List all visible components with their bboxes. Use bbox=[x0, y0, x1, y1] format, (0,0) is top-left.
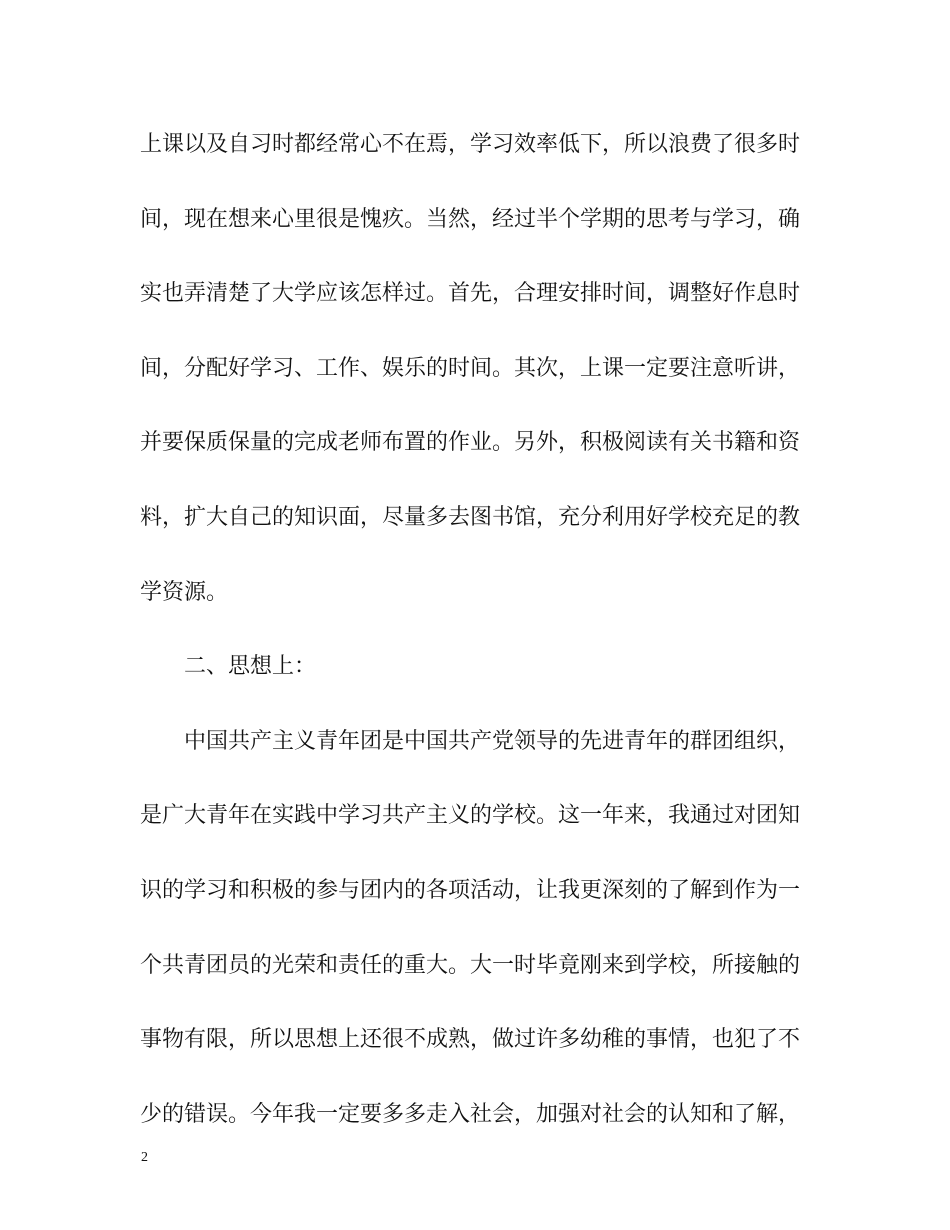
page-number: 2 bbox=[141, 1150, 148, 1165]
text-line: 中国共产主义青年团是中国共产党领导的先进青年的群团组织， bbox=[184, 728, 801, 754]
text-line: 少的错误。今年我一定要多多走入社会，加强对社会的认知和了解， bbox=[140, 1101, 801, 1127]
text-line: 识的学习和积极的参与团内的各项活动，让我更深刻的了解到作为一 bbox=[140, 877, 801, 903]
section-heading: 二、思想上： bbox=[184, 654, 317, 680]
text-line: 料，扩大自己的知识面，尽量多去图书馆，充分利用好学校充足的教 bbox=[140, 504, 801, 530]
text-line: 上课以及自习时都经常心不在焉，学习效率低下，所以浪费了很多时 bbox=[140, 132, 801, 157]
text-line: 个共青团员的光荣和责任的重大。大一时毕竟刚来到学校，所接触的 bbox=[140, 952, 801, 978]
text-line: 并要保质保量的完成老师布置的作业。另外，积极阅读有关书籍和资 bbox=[140, 430, 801, 456]
text-line: 间，分配好学习、工作、娱乐的时间。其次，上课一定要注意听讲， bbox=[140, 355, 801, 381]
text-line: 是广大青年在实践中学习共产主义的学校。这一年来，我通过对团知 bbox=[140, 803, 801, 829]
text-line: 实也弄清楚了大学应该怎样过。首先，合理安排时间，调整好作息时 bbox=[140, 281, 801, 307]
text-line: 事物有限，所以思想上还很不成熟，做过许多幼稚的事情，也犯了不 bbox=[140, 1027, 801, 1053]
text-line: 学资源。 bbox=[140, 579, 229, 605]
document-body bbox=[140, 127, 815, 1171]
text-line: 间，现在想来心里很是愧疚。当然，经过半个学期的思考与学习，确 bbox=[140, 206, 801, 232]
